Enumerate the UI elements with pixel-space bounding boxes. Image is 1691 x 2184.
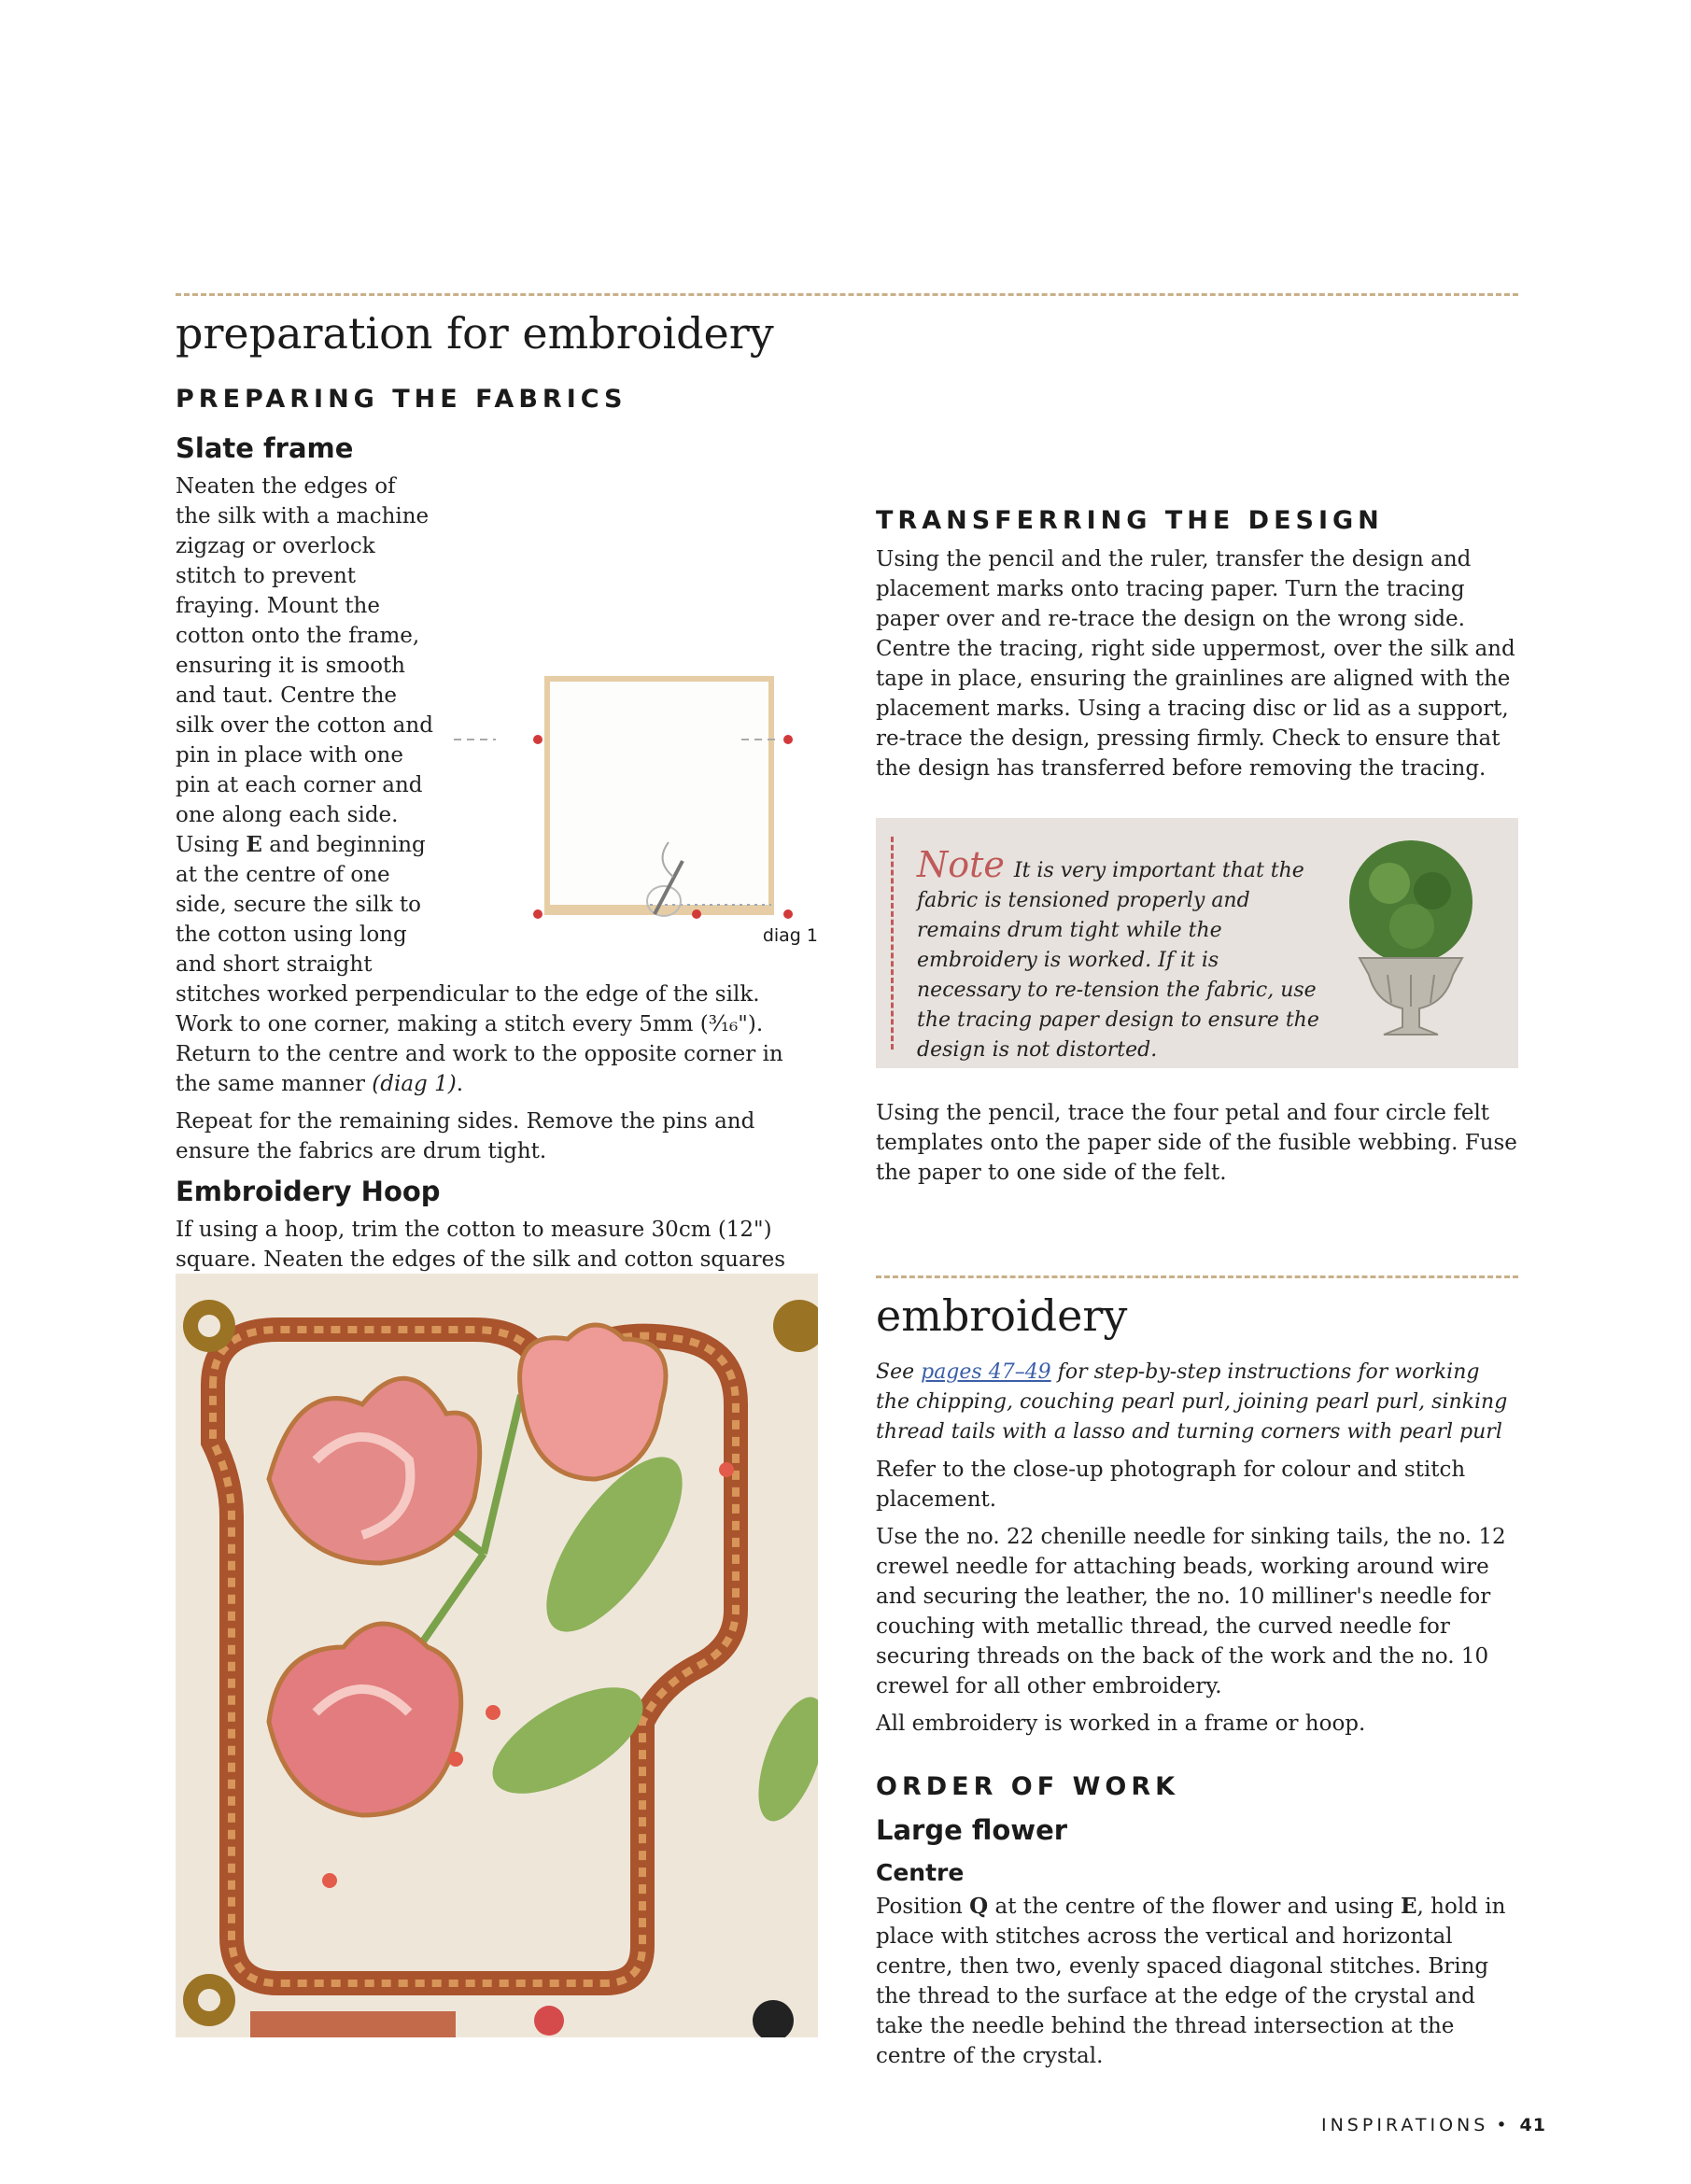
note-text: Note It is very important that the fabric is tensioned properly and remains drum tight while the embroidery is worked. If it is necessary to re-tension the fabric, use the tracing paper design to ensure the design is not distorted. xyxy=(917,844,1319,1062)
note-dashed-rule xyxy=(891,837,894,1050)
see-pages-paragraph: See pages 47–49 for step-by-step instructions for working the chipping, couching pearl purl, joining pearl purl, sinking thread tails with a lasso and turning corners with pearl purl xyxy=(876,1360,1508,1444)
transfer-paragraph: Using the pencil and the ruler, transfer the design and placement marks onto tracing paper. Turn the tracing paper over and re-trace the design on the wrong side. Centre the tracing, right side uppermost, over the silk and tape in place, ensuring the grainlines are aligned with the placement marks. Using a tracing disc or lid as a support, re-trace the design, pressing firmly. Check to ensure that the design has transferred before removing the tracing. xyxy=(876,547,1515,781)
slate-frame-diagram xyxy=(444,669,818,950)
topiary-urn-image xyxy=(1322,835,1500,1050)
heading-embroidery-hoop: Embroidery Hoop xyxy=(176,1176,441,1207)
heading-large-flower: Large flower xyxy=(876,1814,1068,1846)
needles-paragraph: Use the no. 22 chenille needle for sinking tails, the no. 12 crewel needle for attaching beads, working around wire and securing the leather, the no. 10 milliner's needle for couching with metallic thread, the curved needle for securing threads on the back of the work and the no. 10 crewel for all other embroidery. xyxy=(876,1525,1506,1698)
pages-link[interactable]: pages 47–49 xyxy=(921,1360,1051,1384)
heading-transferring-design: TRANSFERRING THE DESIGN xyxy=(876,506,1384,535)
embroidery-photo xyxy=(176,1274,818,2037)
slate-frame-paragraph-2: Repeat for the remaining sides. Remove the pins and ensure the fabrics are drum tight. xyxy=(176,1109,755,1163)
heading-centre: Centre xyxy=(876,1859,965,1886)
diag-1-figure xyxy=(444,669,818,950)
embroidery-column xyxy=(876,1358,1518,2071)
heading-preparing-fabrics: PREPARING THE FABRICS xyxy=(176,385,627,414)
footer-bullet: • xyxy=(1496,2115,1507,2135)
refer-paragraph: Refer to the close-up photograph for colour and stitch placement. xyxy=(876,1458,1466,1512)
slate-frame-paragraph: Neaten the edges of the silk with a machine zigzag or overlock stitch to prevent fraying. Mount the cotton onto the frame, ensuring it is smooth and taut. Centre the silk over the cotton and pin in place with one pin at each corner and one along each side. Using E and beginning at the centre of one side, secure the silk to the cotton using long and short straight stitches worked perpendicular to the edge of the silk. Work to one corner, making a stitch every 5mm (³⁄₁₆"). Return to the centre and work to the opposite corner in the same manner (diag 1). xyxy=(176,474,783,1096)
page-number: 41 xyxy=(1519,2115,1546,2135)
pencil-paragraph: Using the pencil, trace the four petal and four circle felt templates onto the paper side of the fusible webbing. Fuse the paper to one side of the felt. xyxy=(876,1101,1517,1185)
section-title-embroidery: embroidery xyxy=(876,1290,1128,1341)
right-column xyxy=(876,385,1518,783)
note-box xyxy=(876,818,1518,1068)
centre-paragraph: Position Q at the centre of the flower and using E, hold in place with stitches across the vertical and horizontal centre, then two, evenly spaced diagonal stitches. Bring the thread to the surface at the edge of the crystal and take the needle behind the thread intersection at the centre of the crystal. xyxy=(876,1894,1506,2068)
heading-order-of-work: ORDER OF WORK xyxy=(876,1772,1180,1801)
frame-paragraph: All embroidery is worked in a frame or hoop. xyxy=(876,1712,1366,1736)
footer-label: INSPIRATIONS xyxy=(1320,2115,1489,2135)
hoop-paragraph: If using a hoop, trim the cotton to measure 30cm (12") square. Neaten the edges of the silk and cotton squares xyxy=(176,1218,786,1272)
left-column xyxy=(176,385,818,1424)
heading-slate-frame: Slate frame xyxy=(176,432,354,464)
diag-1-label: diag 1 xyxy=(762,925,818,946)
section-title-preparation: preparation for embroidery xyxy=(176,308,774,359)
top-divider xyxy=(176,293,1518,296)
embroidery-divider xyxy=(876,1275,1518,1278)
note-label: Note xyxy=(917,844,1005,885)
page-footer xyxy=(1321,2115,1546,2135)
